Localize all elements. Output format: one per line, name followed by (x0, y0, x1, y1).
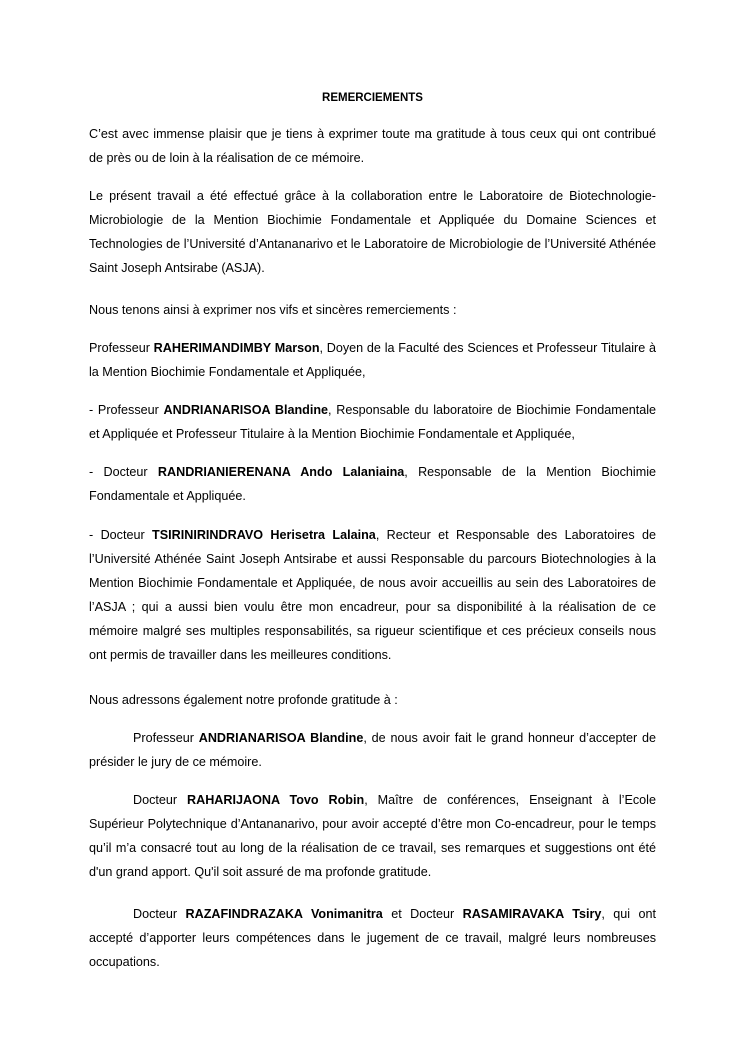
conjunction-text: et Docteur (382, 907, 463, 921)
thanks-text: , Recteur et Responsable des Laboratoires de l’Université Athénée Saint Joseph Antsirabe et aussi Responsable du parcours Biotechnologies à la Mention Biochimie Fondamentale et Appliquée, de nous avoir accueillis au sein des Laboratoires de l’ASJA ; qui a aussi bien voulu être mon encadreur, pour sa disponibilité à la réalisation de ce mémoire malgré ses multiples responsabilités, sa rigueur scientifique et ces précieux conseils nous ont permis de travailler dans les meilleures conditions. (89, 528, 656, 662)
title-prefix: - Docteur (89, 528, 153, 542)
title-prefix: Professeur (133, 731, 199, 745)
thanks-text: , Doyen de la Faculté des Sciences et Professeur Titulaire à la Mention Biochimie Fondamentale et Appliquée, (89, 341, 656, 379)
person-name: RANDRIANIERENANA Ando Lalaniaina (157, 465, 405, 479)
person-name: RAZAFINDRAZAKA Vonimanitra (185, 907, 383, 921)
thanks-text: , Responsable de la Mention Biochimie Fondamentale et Appliquée. (89, 465, 657, 503)
jury-paragraph-co-supervisor (89, 788, 656, 884)
title-prefix: Professeur (89, 341, 154, 355)
title-prefix: Docteur (133, 793, 187, 807)
thanks-paragraph-mention-head (89, 460, 656, 508)
title-prefix: Docteur (133, 907, 186, 921)
jury-text: , de nous avoir fait le grand honneur d’accepter de présider le jury de ce mémoire. (89, 731, 657, 769)
jury-paragraph-examiners (89, 902, 656, 974)
thanks-text: , Responsable du laboratoire de Biochimie Fondamentale et Appliquée et Professeur Titulaire à la Mention Biochimie Fondamentale et Appliquée, (89, 403, 657, 441)
person-name: RAHERIMANDIMBY Marson (153, 341, 320, 355)
thanks-intro-paragraph: Nous tenons ainsi à exprimer nos vifs et sincères remerciements : (89, 303, 457, 317)
person-name: TSIRINIRINDRAVO Herisetra Lalaina (152, 528, 376, 542)
jury-paragraph-president (89, 726, 656, 774)
jury-text: , Maître de conférences, Enseignant à l’Ecole Supérieur Polytechnique d’Antananarivo, pour avoir accepté d’être mon Co-encadreur, pour le temps qu’il m’a consacré tout au long de la réalisation de ce travail, ses remarques et suggestions ont été d'un grand apport. Qu'il soit assuré de ma profonde gratitude. (89, 793, 656, 879)
collaboration-paragraph: Le présent travail a été effectué grâce à la collaboration entre le Laboratoire de Biotechnologie-Microbiologie de la Mention Biochimie Fondamentale et Appliquée du Domaine Sciences et Technologies de l’Université d’Antananarivo et le Laboratoire de Microbiologie de l’Université Athénée Saint Joseph Antsirabe (ASJA). (89, 189, 656, 275)
person-name: RAHARIJAONA Tovo Robin (187, 793, 365, 807)
person-name: ANDRIANARISOA Blandine (198, 731, 364, 745)
gratitude-intro-paragraph: Nous adressons également notre profonde gratitude à : (89, 693, 398, 707)
thanks-paragraph-lab-head (89, 398, 656, 446)
title-prefix: - Docteur (89, 465, 158, 479)
person-name: ANDRIANARISOA Blandine (163, 403, 329, 417)
jury-text: , qui ont accepté d’apporter leurs compétences dans le jugement de ce travail, malgré leurs nombreuses occupations. (89, 907, 656, 969)
page-title: REMERCIEMENTS (322, 92, 423, 104)
thanks-paragraph-rector (89, 523, 656, 667)
person-name: RASAMIRAVAKA Tsiry (462, 907, 602, 921)
thanks-paragraph-doyen (89, 336, 656, 384)
title-prefix: - Professeur (89, 403, 164, 417)
intro-paragraph: C’est avec immense plaisir que je tiens à exprimer toute ma gratitude à tous ceux qui ont contribué de près ou de loin à la réalisation de ce mémoire. (89, 127, 656, 165)
